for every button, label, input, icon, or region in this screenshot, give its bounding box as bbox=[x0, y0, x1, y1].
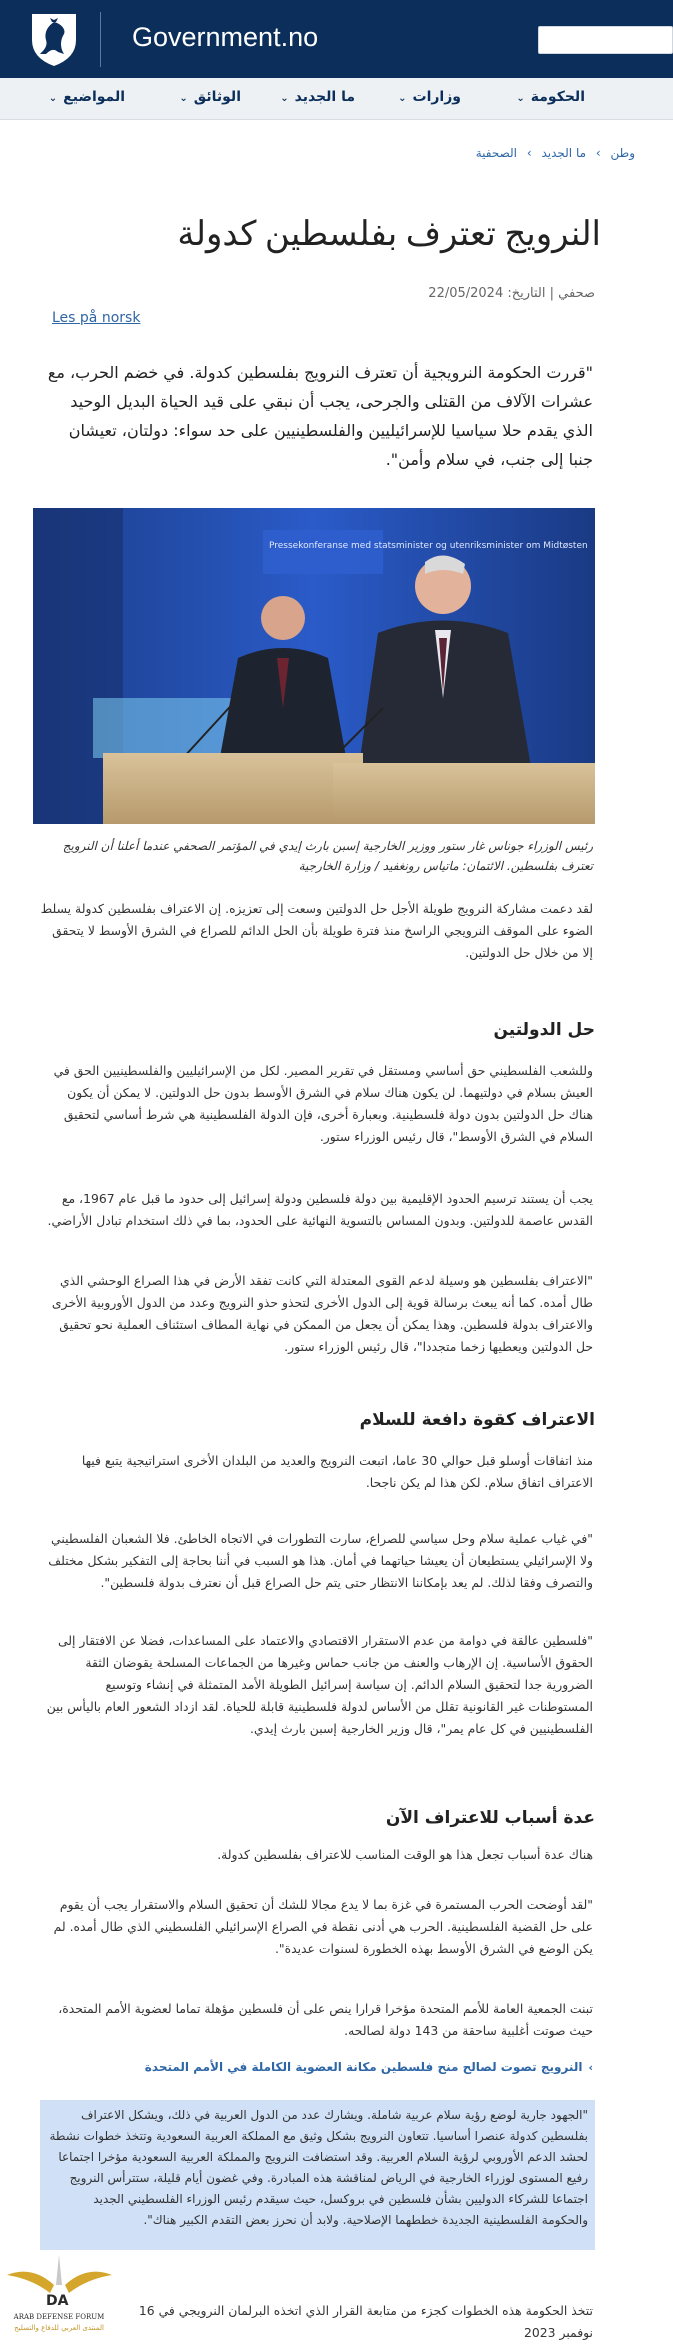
nav-item-topics[interactable] bbox=[49, 89, 125, 105]
nav-label: وزارات bbox=[412, 89, 461, 105]
chevron-down-icon: ⌄ bbox=[280, 93, 289, 104]
article-paragraph: وللشعب الفلسطيني حق أساسي ومستقل في تقرير المصير. لكل من الإسرائيليين والفلسطينيين الحق في العيش بسلام في دولتيهما. لن يكون هناك سلام في الشرق الأوسط بدون حل الدولتين. لا يمكن أن يكون هناك حل الدولتين بدون دولة فلسطينية. وبعبارة أخرى، فإن الدولة الفلسطينية هي شرط أساسي لتحقيق السلام في الشرق الأوسط"، قال رئيس الوزراء ستور. bbox=[53, 1063, 593, 1144]
article-paragraph-selected: "الجهود جارية لوضع رؤية سلام عربية شاملة. ويشارك عدد من الدول العربية في ذلك، ويشكل الاعتراف بفلسطين كدولة عنصرا أساسيا. تتعاون النرويج بشكل وثيق مع المملكة العربية السعودية وتتخذ خطوات نشطة لحشد الدعم الأوروبي لرؤية السلام العربية. وقد استضافت النرويج والمملكة العربية السعودية مؤخرا اجتماعا رفيع المستوى لوزراء الخارجية في الرياض لمناقشة هذه المبادرة. وفي غضون أيام قليلة، ستترأس النرويج اجتماعا للشركاء الدوليين بشأن فلسطين في بروكسل، حيث سيقدم رئيس الوزراء الفلسطيني الجديد والحكومة الفلسطينية الجديدة خططهما الإصلاحية. ولابد أن نحرز بعض التقدم الكبير هناك". bbox=[49, 2108, 588, 2227]
breadcrumb-item-press[interactable]: الصحفية bbox=[475, 146, 517, 160]
logo-abbr: DA bbox=[46, 2293, 69, 2309]
chevron-down-icon: ⌄ bbox=[398, 93, 407, 104]
nav-label: ما الجديد bbox=[294, 89, 355, 105]
article-photo bbox=[33, 508, 595, 824]
related-article-link[interactable] bbox=[40, 2060, 593, 2074]
article-type: صحفي bbox=[558, 286, 595, 301]
search-input[interactable] bbox=[538, 26, 673, 54]
logo-subtitle: المنتدى العربي للدفاع والتسليح bbox=[14, 2324, 104, 2332]
nav-item-documents[interactable] bbox=[179, 89, 241, 105]
section-heading-recognition: الاعتراف كقوة دافعة للسلام bbox=[359, 1410, 595, 1430]
article-paragraph: منذ اتفاقات أوسلو قبل حوالي 30 عاما، اتبعت النرويج والعديد من البلدان الأخرى استراتيجية يتبع فيها الاعتراف اتفاق سلام. لكن هذا لم يكن ناجحا. bbox=[81, 1453, 593, 1490]
article-lead: "قررت الحكومة النرويجية أن تعترف النرويج بفلسطين كدولة. في خضم الحرب، مع عشرات الآلاف من القتلى والجرحى، يجب أن نبقي على قيد الحياة البديل الوحيد الذي يقدم حلا سياسيا للإسرائيليين والفلسطينيين على حد سواء: دولتان، تعيشان جنبا إلى جنب، في سلام وأمن". bbox=[47, 363, 593, 469]
article-paragraph: هناك عدة أسباب تجعل هذا هو الوقت المناسب للاعتراف بفلسطين كدولة. bbox=[217, 1847, 593, 1862]
nav-item-whats-new[interactable] bbox=[280, 89, 355, 105]
norway-coat-of-arms-icon[interactable] bbox=[24, 10, 84, 68]
header-divider bbox=[100, 12, 101, 67]
nav-item-government[interactable] bbox=[516, 89, 585, 105]
photo-backdrop-text: Pressekonferanse med statsminister og utenriksminister om Midtøsten bbox=[269, 541, 588, 551]
article-paragraph: "في غياب عملية سلام وحل سياسي للصراع، سارت التطورات في الاتجاه الخاطئ. فلا الشعبان الفلسطيني ولا الإسرائيلي يستطيعان أن يعيشا حياتهما في أمان. هذا هو السبب في أننا بحاجة إلى التفكير بشكل مختلف والتصرف وفقا لذلك. لم يعد بإمكاننا الانتظار حتى يتم حل الصراع قبل أن نعترف بدولة فلسطين". bbox=[48, 1531, 593, 1590]
chevron-right-icon: › bbox=[588, 2061, 593, 2074]
date-label: التاريخ: bbox=[507, 286, 546, 301]
article-paragraph: "الاعتراف بفلسطين هو وسيلة لدعم القوى المعتدلة التي كانت تفقد الأرض في هذا الصراع الوحشي الذي طال أمده. كما أنه يبعث برسالة قوية إلى الدول الأخرى لتحذو حذو النرويج وعدد من الدول الأوروبية الأخرى والاعتراف بدولة فلسطين. وهذا يمكن أن يجعل من الممكن في نهاية المطاف استئناف العملية نحو تحقيق حل الدولتين ويعطيها زخما متجددا"، قال رئيس الوزراء ستور. bbox=[51, 1273, 593, 1354]
article-paragraph: "فلسطين عالقة في دوامة من عدم الاستقرار الاقتصادي والاعتماد على المساعدات، فضلا عن الافتقار إلى الحقوق الأساسية. إن الإرهاب والعنف من جانب حماس وغيرها من الجماعات المسلحة يقوضان الثقة الضرورية جدا لتحقيق السلام الدائم. إن سياسة إسرائيل الطويلة الأمد المتمثلة في إنشاء وتوسيع المستوطنات غير القانونية تقلل من الأساس لدولة فلسطينية قابلة للحياة. لقد ازداد الشعور العام باليأس بين الفلسطينيين في كل عام يمر"، قال وزير الخارجية إسبن بارث إيدي. bbox=[46, 1633, 593, 1736]
section-heading-reasons: عدة أسباب للاعتراف الآن bbox=[385, 1808, 595, 1828]
nav-label: المواضيع bbox=[63, 89, 125, 105]
language-link[interactable]: Les på norsk bbox=[52, 310, 141, 326]
site-brand[interactable]: Government.no bbox=[132, 22, 319, 52]
article-paragraph: يجب أن يستند ترسيم الحدود الإقليمية بين دولة فلسطين ودولة إسرائيل إلى حدود ما قبل عام 1967، مع القدس عاصمة للدولتين. وبدون المساس بالتسوية النهائية على الحدود، بما في ذلك استخدام تبادل الأراضي. bbox=[47, 1191, 593, 1228]
chevron-down-icon: ⌄ bbox=[516, 93, 525, 104]
site-header bbox=[0, 0, 673, 78]
meta-separator: | bbox=[545, 286, 555, 301]
chevron-down-icon: ⌄ bbox=[48, 93, 58, 104]
breadcrumb-separator-icon: › bbox=[526, 146, 532, 160]
article-meta bbox=[428, 286, 595, 301]
logo-title: ARAB DEFENSE FORUM bbox=[13, 2313, 105, 2321]
breadcrumb bbox=[470, 146, 635, 160]
breadcrumb-item-home[interactable]: وطن bbox=[610, 146, 635, 160]
article-paragraph: "لقد أوضحت الحرب المستمرة في غزة بما لا يدع مجالا للشك أن تحقيق السلام والاستقرار يجب أن يقوم على حل القضية الفلسطينية. الحرب هي أدنى نقطة في الصراع الإسرائيلي الفلسطيني الذي طال أمده. لم يكن الوضع في الشرق الأوسط بهذه الخطورة لسنوات عديدة". bbox=[53, 1897, 593, 1956]
section-heading-two-state: حل الدولتين bbox=[493, 1020, 595, 1040]
article-paragraph: تتخذ الحكومة هذه الخطوات كجزء من متابعة القرار الذي اتخذه البرلمان النرويجي في 16 نوفمبر 2023 bbox=[138, 2303, 593, 2340]
press-conference-image bbox=[33, 508, 595, 824]
article-paragraph: تبنت الجمعية العامة للأمم المتحدة مؤخرا قرارا ينص على أن فلسطين مؤهلة تماما لعضوية الأمم المتحدة، حيث صوتت أغلبية ساحقة من 143 دولة لصالحه. bbox=[58, 2001, 593, 2038]
article-date: 22/05/2024 bbox=[428, 286, 504, 301]
photo-caption: رئيس الوزراء جوناس غار ستور ووزير الخارجية إسبن بارث إيدي في المؤتمر الصحفي عندما أعلنا أن النرويج تعترف بفلسطين. الائتمان: ماتياس رونغفيد / وزارة الخارجية bbox=[62, 839, 593, 873]
page-title: النرويج تعترف بفلسطين كدولة bbox=[177, 216, 601, 253]
nav-item-ministries[interactable] bbox=[398, 89, 461, 105]
arab-defense-forum-logo-icon bbox=[2, 2245, 117, 2335]
nav-label: الحكومة bbox=[530, 89, 585, 105]
nav-label: الوثائق bbox=[193, 89, 241, 105]
article-paragraph: لقد دعمت مشاركة النرويج طويلة الأجل حل الدولتين وسعت إلى تعزيزه. إن الاعتراف بفلسطين كدولة يسلط الضوء على الموقف النرويجي الراسخ منذ فترة طويلة بأن الحل الدائم للصراع في الشرق الأوسط لا يتحقق إلا من خلال حل الدولتين. bbox=[40, 901, 593, 960]
breadcrumb-item-whats-new[interactable]: ما الجديد bbox=[541, 146, 587, 160]
chevron-down-icon: ⌄ bbox=[179, 93, 188, 104]
related-link-label: النرويج تصوت لصالح منح فلسطين مكانة العضوية الكاملة في الأمم المتحدة bbox=[144, 2060, 583, 2074]
main-nav bbox=[0, 78, 673, 120]
breadcrumb-separator-icon: › bbox=[595, 146, 601, 160]
